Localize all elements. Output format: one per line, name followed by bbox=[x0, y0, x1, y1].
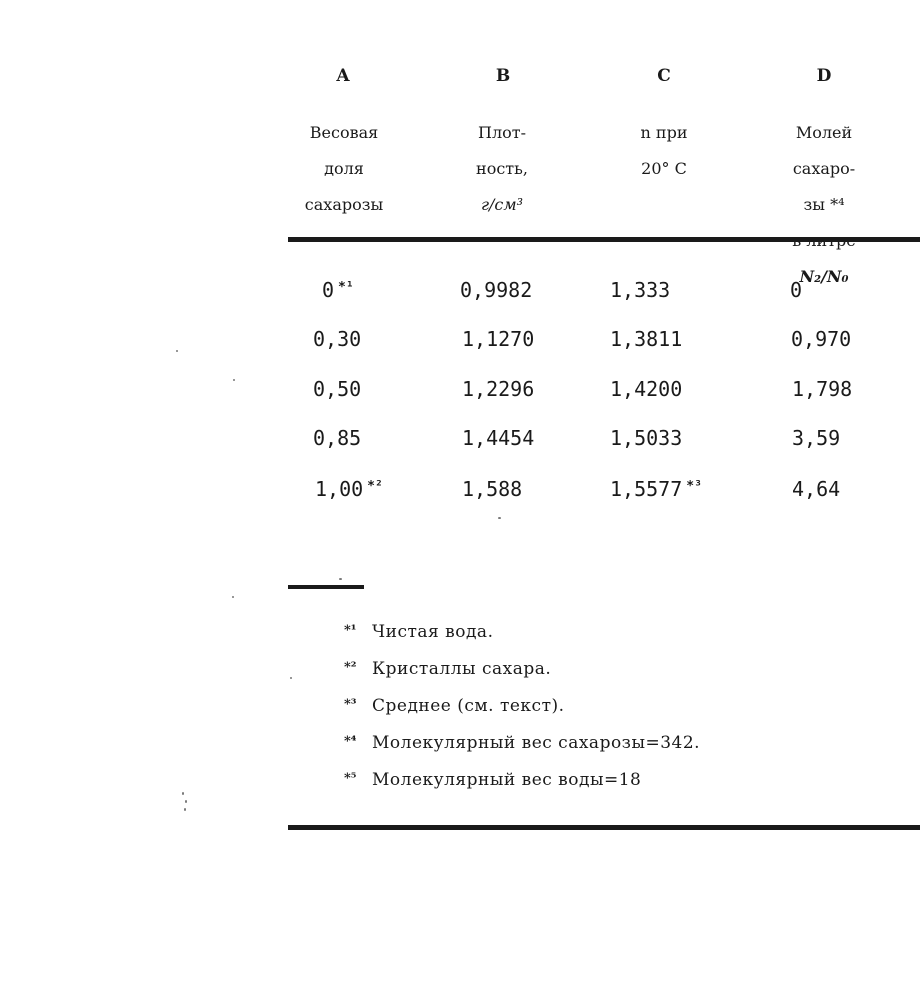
cell-d: 0 bbox=[790, 278, 803, 302]
header-a-line-3: сахарозы bbox=[304, 195, 384, 214]
scan-speck bbox=[290, 677, 292, 679]
column-letter-c: C bbox=[657, 66, 671, 86]
cell-b: 1,588 bbox=[462, 477, 523, 501]
cell-d: 0,970 bbox=[791, 327, 852, 351]
column-header-a bbox=[289, 106, 399, 232]
scan-speck bbox=[182, 792, 184, 795]
header-a-line-2: доля bbox=[324, 159, 364, 178]
column-letter-b: B bbox=[495, 66, 511, 86]
cell-b: 0,9982 bbox=[460, 278, 533, 302]
footnote-text: Молекулярный вес сахарозы=342. bbox=[372, 733, 701, 753]
table-row bbox=[0, 426, 920, 456]
cell-a bbox=[313, 327, 365, 351]
cell-a-value: 0,50 bbox=[313, 377, 362, 401]
cell-c bbox=[610, 477, 702, 501]
column-header-d bbox=[774, 106, 874, 304]
scan-speck bbox=[184, 808, 186, 811]
cell-a-value: 0,85 bbox=[313, 426, 362, 450]
bottom-rule bbox=[288, 825, 920, 830]
cell-a bbox=[315, 477, 383, 501]
cell-c-footnote: *³ bbox=[686, 479, 702, 494]
table-row bbox=[0, 278, 920, 308]
header-a-line-1: Весовая bbox=[309, 123, 379, 142]
scan-speck bbox=[232, 596, 234, 598]
footnote-item bbox=[344, 733, 700, 770]
column-header-b bbox=[452, 106, 552, 232]
table-row bbox=[0, 377, 920, 407]
footnote-text: Среднее (см. текст). bbox=[372, 696, 565, 716]
scan-speck bbox=[185, 800, 187, 803]
footnote-item bbox=[344, 622, 700, 659]
cell-d: 4,64 bbox=[792, 477, 841, 501]
cell-d: 3,59 bbox=[792, 426, 841, 450]
header-b-line-2: ность, bbox=[476, 159, 528, 178]
cell-b: 1,1270 bbox=[462, 327, 535, 351]
cell-a-footnote: *² bbox=[367, 479, 383, 494]
cell-c bbox=[610, 327, 686, 351]
cell-a bbox=[313, 426, 365, 450]
cell-a-value: 0 bbox=[322, 278, 335, 302]
footnote-item bbox=[344, 659, 700, 696]
footnote-mark: *⁴ bbox=[344, 734, 357, 749]
footnote-item bbox=[344, 696, 700, 733]
footnote-mark: *² bbox=[344, 660, 357, 675]
header-rule bbox=[288, 237, 920, 242]
cell-a-value: 1,00 bbox=[315, 477, 364, 501]
column-letter-a: A bbox=[336, 66, 350, 86]
cell-c bbox=[610, 377, 686, 401]
footnote-mark: *³ bbox=[344, 697, 357, 712]
header-d-line-5: N₂/N₀ bbox=[799, 267, 849, 286]
header-d-line-3: зы *⁴ bbox=[803, 195, 845, 214]
column-letter-d: D bbox=[816, 66, 832, 86]
footnote-mark: *¹ bbox=[344, 623, 357, 638]
header-c-line-2: 20° С bbox=[641, 159, 687, 178]
cell-b: 1,2296 bbox=[462, 377, 535, 401]
header-c-line-1: n при bbox=[640, 123, 688, 142]
header-b-line-3: г/см³ bbox=[480, 195, 524, 214]
header-b-line-1: Плот- bbox=[477, 123, 526, 142]
footnote-separator bbox=[288, 585, 364, 589]
scan-speck bbox=[176, 350, 178, 352]
header-d-line-2: сахаро- bbox=[792, 159, 856, 178]
footnote-item bbox=[344, 770, 700, 807]
cell-c bbox=[610, 278, 674, 302]
cell-c-value: 1,5033 bbox=[610, 426, 683, 450]
cell-a bbox=[322, 278, 354, 302]
cell-b: 1,4454 bbox=[462, 426, 535, 450]
table-row bbox=[0, 327, 920, 357]
cell-c-value: 1,5577 bbox=[610, 477, 683, 501]
scan-speck bbox=[498, 517, 501, 519]
cell-c-value: 1,3811 bbox=[610, 327, 683, 351]
table-row bbox=[0, 477, 920, 507]
scan-speck bbox=[339, 578, 342, 580]
footnote-text: Молекулярный вес воды=18 bbox=[372, 770, 642, 790]
cell-c bbox=[610, 426, 686, 450]
cell-a-value: 0,30 bbox=[313, 327, 362, 351]
cell-c-value: 1,4200 bbox=[610, 377, 683, 401]
column-header-c bbox=[614, 106, 714, 196]
header-d-line-1: Молей bbox=[795, 123, 853, 142]
cell-a bbox=[313, 377, 365, 401]
footnote-text: Кристаллы сахара. bbox=[372, 659, 552, 679]
cell-a-footnote: *¹ bbox=[338, 280, 354, 295]
scan-speck bbox=[233, 379, 235, 381]
footnote-text: Чистая вода. bbox=[372, 622, 494, 642]
footnotes-list bbox=[344, 622, 700, 807]
cell-c-value: 1,333 bbox=[610, 278, 671, 302]
cell-d: 1,798 bbox=[792, 377, 853, 401]
footnote-mark: *⁵ bbox=[344, 771, 357, 786]
